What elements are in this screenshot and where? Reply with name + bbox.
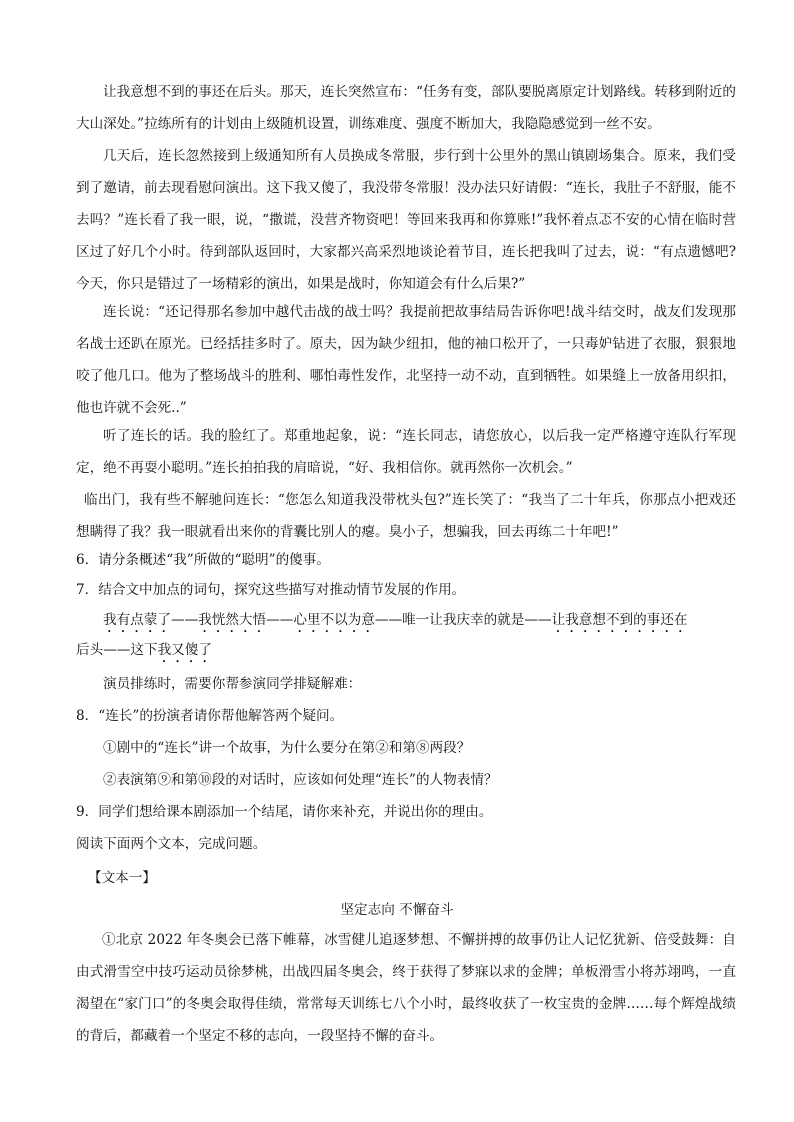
phrase-separator: ——: [170, 612, 199, 628]
dotted-phrase: 心里不以为意: [293, 612, 375, 628]
phrase-separator: ——唯一让我庆幸的就是——: [374, 612, 552, 628]
text-one-paragraph-1: ①北京 2022 年冬奥会已落下帷幕，冰雪健儿追逐梦想、不懈拼搏的故事仍让人记忆犹新、倍受鼓舞：自由式滑雪空中技巧运动员徐梦桃，出战四届冬奥会，终于获得了梦寐以求的金牌；单板滑雪小将苏翊鸣，一直渴望在“家门口”的冬奥会取得佳绩，常常每天训练七八个小时，最终收获了一枚宝贵的金牌……每个辉煌战绩的背后，都藏着一个坚定不移的志向，一段坚持不懈的奋斗。: [76, 932, 736, 1044]
question-8-sub-2: ②表演第⑨和第⑩段的对话时，应该如何处理“连长”的人物表情？: [103, 772, 498, 788]
dotted-phrase: 让我意想不到的事还在: [551, 612, 688, 628]
dotted-phrases-line-1: [103, 606, 763, 636]
question-7: 7．结合文中加点的词句，探究这些描写对推动情节发展的作用。: [76, 582, 466, 598]
dotted-phrases-line-2: [76, 636, 736, 666]
text-one-label: 【文本一】: [88, 870, 156, 886]
passage-paragraph-3: 连长说：“还记得那名参加中越代击战的战士吗？我提前把故事结局告诉你吧!战斗结交时，战友们发现那名战士还趴在原光。已经括挂多时了。原夫，因为缺少纽扣，他的袖口松开了，一只毒妒钻进了衣服，狠狠地咬了他几口。他为了整场战斗的胜利、哪怕毒性发作，北坚持一动不动，直到牺牲。如果缝上一放备用织扣，他也许就不会死..”: [76, 304, 736, 416]
phrase-separator: ——这下: [103, 642, 158, 658]
phrase-separator: ——: [266, 612, 294, 628]
question-8-sub-1: ①剧中的“连长”讲一个故事，为什么要分在第②和第⑧两段？: [103, 740, 471, 756]
question-8: 8．“连长”的扮演者请你帮他解答两个疑问。: [76, 708, 344, 724]
passage-paragraph-2: 几天后，连长忽然接到上级通知所有人员换成冬常服，步行到十公里外的黑山镇剧场集合。原来，我们受到了邀请，前去现看慰问演出。这下我又傻了，我没带冬常服！没办法只好请假：“连长，我肚子不舒服，能不去吗？”连长看了我一眼，说，“撒谎，没营齐物资吧！等回来我再和你算账!”我怀着点忑不安的心情在临时营区过了好几个小时。待到部队返回时，大家都兴高采烈地谈论着节目，连长把我叫了过去，说：“有点遗憾吧?今天，你只是错过了一场精彩的演出，如果是战时，你知道会有什么后果?”: [76, 148, 736, 292]
passage-paragraph-1: 让我意想不到的事还在后头。那天，连长突然宣布：“任务有变，部队要脱离原定计划路线。转移到附近的大山深处。”拉练所有的计划由上级随机设置，训练难度、强度不断加大，我隐隐感觉到一丝不安。: [76, 84, 736, 132]
text-one-title: 坚定志向 不懈奋斗: [340, 902, 454, 918]
question-9: 9．同学们想给课本剧添加一个结尾，请你来补充，并说出你的理由。: [76, 804, 493, 820]
reading-instruction: 阅读下面两个文本，完成问题。: [76, 836, 267, 852]
phrase-continuation: 后头: [76, 642, 104, 658]
dotted-phrase: 我又傻了: [157, 642, 212, 658]
passage-paragraph-4: 听了连长的话。我的脸红了。郑重地起象，说：“连长同志，请您放心，以后我一定严格遵守连队行军现定，绝不再耍小聪明。”连长拍拍我的肩暗说，“好、我相信你。就再然你一次机会。”: [76, 428, 736, 476]
dotted-phrase: 我恍然大悟: [198, 612, 267, 628]
rehearsal-intro: 演员排练时，需要你帮参演同学排疑解难：: [103, 676, 362, 692]
dotted-phrase: 我有点蒙了: [103, 612, 171, 628]
passage-paragraph-5: 临出门，我有些不解驰问连长：“您怎么知道我没带枕头包?”连长笑了：“我当了二十年兵，你那点小把戏还想瞒得了我？我一眼就看出来你的背囊比别人的瘪。臭小子，想骗我，回去再练二十年吧!”: [76, 492, 736, 540]
question-6: 6．请分条概述“我”所做的“聪明”的傻事。: [76, 552, 330, 568]
